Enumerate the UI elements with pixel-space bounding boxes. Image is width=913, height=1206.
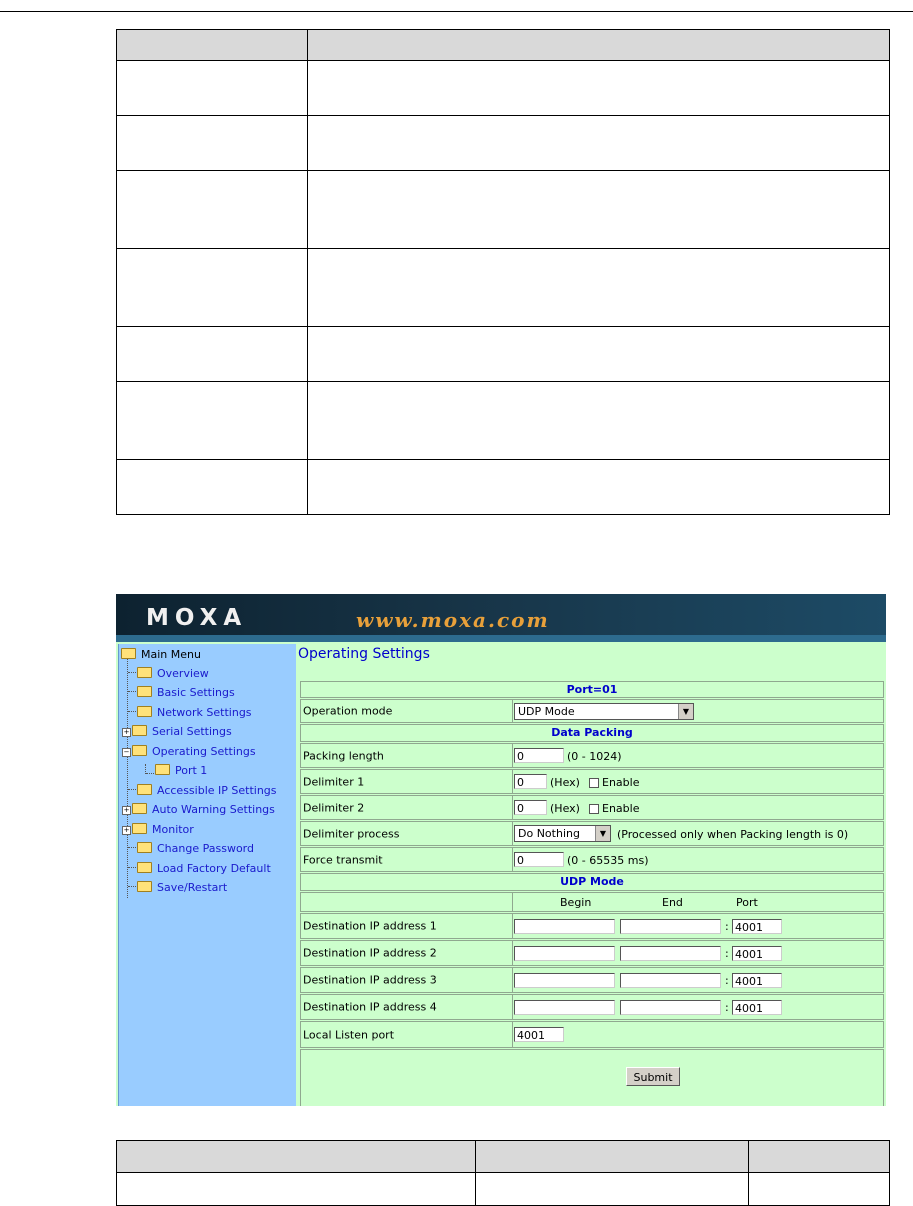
destination-ip-3-port-input[interactable]: 4001 xyxy=(732,973,782,988)
packing-length-input[interactable]: 0 xyxy=(514,748,564,763)
delimiter-2-label: Delimiter 2 xyxy=(303,801,365,814)
table-header-cell xyxy=(117,1141,476,1173)
operation-mode-select[interactable]: UDP Mode ▼ xyxy=(514,703,694,720)
delimiter-1-label: Delimiter 1 xyxy=(303,775,365,788)
force-transmit-label: Force transmit xyxy=(303,853,383,866)
table-header-cell xyxy=(749,1141,890,1173)
folder-icon xyxy=(137,667,152,678)
folder-icon xyxy=(137,842,152,853)
row-destination-ip-1 xyxy=(300,913,884,939)
delimiter-process-label: Delimiter process xyxy=(303,827,400,840)
table-cell xyxy=(308,171,890,249)
delimiter-1-hex: (Hex) xyxy=(550,776,580,789)
menu-operating-settings[interactable]: − Operating Settings xyxy=(123,745,256,758)
row-packing-length xyxy=(300,743,884,768)
row-local-listen-port xyxy=(300,1021,884,1048)
table-cell xyxy=(308,327,890,382)
destination-ip-3-begin-input[interactable] xyxy=(514,973,615,988)
tree-line xyxy=(128,711,136,712)
folder-icon xyxy=(137,686,152,697)
tree-line xyxy=(128,867,136,868)
column-begin: Begin xyxy=(560,896,592,909)
destination-ip-1-label: Destination IP address 1 xyxy=(303,919,437,933)
table-cell xyxy=(117,249,308,327)
folder-icon xyxy=(132,725,147,736)
packing-length-label: Packing length xyxy=(303,749,384,762)
destination-ip-2-label: Destination IP address 2 xyxy=(303,946,437,960)
parameter-table xyxy=(116,1140,890,1206)
port-separator: : xyxy=(725,947,729,960)
menu-port-1[interactable]: Port 1 xyxy=(155,764,207,780)
table-row xyxy=(117,116,890,171)
row-destination-ip-4 xyxy=(300,994,884,1020)
expand-plus-icon[interactable]: + xyxy=(123,826,130,834)
destination-ip-3-label: Destination IP address 3 xyxy=(303,973,437,987)
table-header-cell xyxy=(117,30,308,61)
delimiter-2-enable-checkbox[interactable] xyxy=(589,804,599,814)
menu-accessible-ip-settings[interactable]: Accessible IP Settings xyxy=(137,784,277,800)
tree-line xyxy=(128,886,136,887)
table-cell xyxy=(476,1173,749,1206)
destination-ip-1-port-input[interactable]: 4001 xyxy=(732,919,782,934)
table-cell xyxy=(117,61,308,116)
destination-ip-4-begin-input[interactable] xyxy=(514,1000,615,1015)
row-destination-ip-2 xyxy=(300,940,884,966)
folder-icon xyxy=(137,706,152,717)
row-operation-mode xyxy=(300,699,884,723)
folder-icon xyxy=(137,881,152,892)
delimiter-2-hex: (Hex) xyxy=(550,802,580,815)
moxa-logo: MOXA xyxy=(146,605,248,631)
tree-line xyxy=(128,672,136,673)
menu-main[interactable]: Main Menu xyxy=(121,648,201,664)
table-row xyxy=(117,171,890,249)
tree-line xyxy=(128,789,136,790)
row-destination-ip-3 xyxy=(300,967,884,993)
menu-monitor[interactable]: + Monitor xyxy=(123,823,194,836)
moxa-screenshot xyxy=(116,594,886,1106)
row-submit xyxy=(300,1049,884,1106)
folder-icon xyxy=(155,764,170,775)
delimiter-process-hint: (Processed only when Packing length is 0) xyxy=(617,828,849,841)
table-cell xyxy=(749,1173,890,1206)
menu-basic-settings[interactable]: Basic Settings xyxy=(137,686,235,702)
table-header-cell xyxy=(308,30,890,61)
row-delimiter-2 xyxy=(300,795,884,820)
chevron-down-icon: ▼ xyxy=(595,826,610,841)
expand-plus-icon[interactable]: + xyxy=(123,806,130,814)
row-udp-columns xyxy=(300,892,884,912)
row-force-transmit xyxy=(300,847,884,872)
submit-button[interactable]: Submit xyxy=(626,1067,680,1086)
folder-open-icon xyxy=(121,648,136,659)
column-port: Port xyxy=(736,896,758,909)
delimiter-1-input[interactable]: 0 xyxy=(514,774,547,789)
row-delimiter-process xyxy=(300,821,884,846)
header-rule xyxy=(0,11,913,12)
banner-url: www.moxa.com xyxy=(356,608,550,632)
description-table xyxy=(116,29,890,515)
destination-ip-2-end-input[interactable] xyxy=(620,946,721,961)
delimiter-2-input[interactable]: 0 xyxy=(514,800,547,815)
collapse-minus-icon[interactable]: − xyxy=(123,748,130,756)
delimiter-process-select[interactable]: Do Nothing ▼ xyxy=(514,825,611,842)
destination-ip-2-port-input[interactable]: 4001 xyxy=(732,946,782,961)
table-row xyxy=(117,460,890,515)
tree-line xyxy=(128,691,136,692)
menu-load-factory-default[interactable]: Load Factory Default xyxy=(137,862,271,878)
table-cell xyxy=(117,327,308,382)
destination-ip-1-begin-input[interactable] xyxy=(514,919,615,934)
menu-save-restart[interactable]: Save/Restart xyxy=(137,881,227,897)
destination-ip-3-end-input[interactable] xyxy=(620,973,721,988)
packing-length-hint: (0 - 1024) xyxy=(567,750,622,763)
table-header-row xyxy=(117,30,890,61)
port-separator: : xyxy=(725,1001,729,1014)
destination-ip-4-label: Destination IP address 4 xyxy=(303,1000,437,1014)
table-row xyxy=(117,249,890,327)
page-title: Operating Settings xyxy=(298,646,430,662)
destination-ip-2-begin-input[interactable] xyxy=(514,946,615,961)
table-cell xyxy=(117,1173,476,1206)
port-separator: : xyxy=(725,920,729,933)
table-cell xyxy=(117,116,308,171)
port-separator: : xyxy=(725,974,729,987)
table-row xyxy=(117,1173,890,1206)
section-port: Port=01 xyxy=(300,681,884,698)
table-header-row xyxy=(117,1141,890,1173)
table-cell xyxy=(117,171,308,249)
folder-icon xyxy=(132,823,147,834)
table-cell xyxy=(117,460,308,515)
local-listen-port-input[interactable]: 4001 xyxy=(514,1027,564,1042)
menu-serial-settings[interactable]: + Serial Settings xyxy=(123,725,232,738)
force-transmit-hint: (0 - 65535 ms) xyxy=(567,854,649,867)
delimiter-2-enable-label: Enable xyxy=(602,802,640,815)
destination-ip-1-end-input[interactable] xyxy=(620,919,721,934)
table-cell xyxy=(308,382,890,460)
table-cell xyxy=(308,61,890,116)
section-data-packing: Data Packing xyxy=(300,724,884,742)
expand-plus-icon[interactable]: + xyxy=(123,728,130,736)
folder-icon xyxy=(137,862,152,873)
table-cell xyxy=(117,382,308,460)
destination-ip-4-end-input[interactable] xyxy=(620,1000,721,1015)
folder-icon xyxy=(132,803,147,814)
row-delimiter-1 xyxy=(300,769,884,794)
table-header-cell xyxy=(476,1141,749,1173)
tree-line xyxy=(128,847,136,848)
operation-mode-label: Operation mode xyxy=(303,704,393,718)
destination-ip-4-port-input[interactable]: 4001 xyxy=(732,1000,782,1015)
delimiter-1-enable-label: Enable xyxy=(602,776,640,789)
column-end: End xyxy=(662,896,683,909)
table-cell xyxy=(308,460,890,515)
banner-strip xyxy=(116,635,886,642)
table-cell xyxy=(308,116,890,171)
tree-line xyxy=(146,773,154,774)
table-cell xyxy=(308,249,890,327)
delimiter-1-enable-checkbox[interactable] xyxy=(589,778,599,788)
section-udp-mode: UDP Mode xyxy=(300,873,884,891)
menu-change-password[interactable]: Change Password xyxy=(137,842,254,858)
sidebar-menu xyxy=(118,644,296,1106)
menu-overview[interactable]: Overview xyxy=(137,667,209,683)
folder-open-icon xyxy=(132,745,147,756)
tree-line xyxy=(127,658,128,898)
table-row xyxy=(117,61,890,116)
chevron-down-icon: ▼ xyxy=(678,704,693,719)
local-listen-port-label: Local Listen port xyxy=(303,1028,395,1041)
menu-network-settings[interactable]: Network Settings xyxy=(137,706,252,722)
banner xyxy=(116,594,886,642)
table-row xyxy=(117,327,890,382)
folder-icon xyxy=(137,784,152,795)
force-transmit-input[interactable]: 0 xyxy=(514,852,564,867)
table-row xyxy=(117,382,890,460)
menu-auto-warning-settings[interactable]: + Auto Warning Settings xyxy=(123,803,275,816)
